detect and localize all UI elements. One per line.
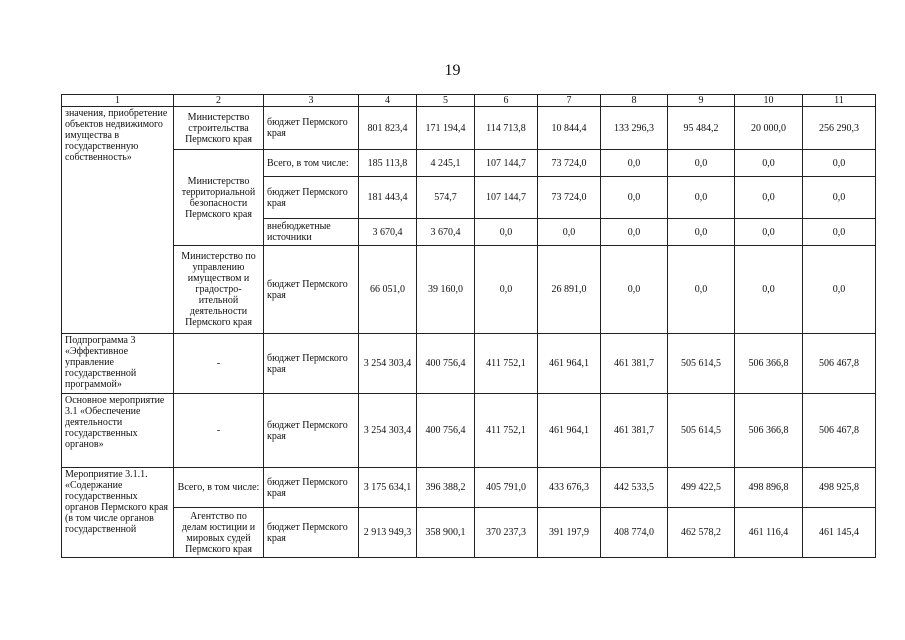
value-cell: 0,0 bbox=[538, 219, 601, 246]
value-cell: 498 925,8 bbox=[803, 468, 876, 508]
value-cell: 442 533,5 bbox=[601, 468, 668, 508]
value-cell: 574,7 bbox=[417, 177, 475, 219]
value-cell: 358 900,1 bbox=[417, 508, 475, 558]
value-cell: 181 443,4 bbox=[359, 177, 417, 219]
value-cell: 461 381,7 bbox=[601, 394, 668, 468]
source-cell: бюджет Пермского края bbox=[264, 334, 359, 394]
table-row bbox=[62, 468, 876, 508]
value-cell: 95 484,2 bbox=[668, 107, 735, 150]
source-cell: бюджет Пермского края bbox=[264, 246, 359, 334]
executor-cell: Министерство строительства Пермского края bbox=[174, 107, 264, 150]
value-cell: 10 844,4 bbox=[538, 107, 601, 150]
header-cell: 2 bbox=[174, 95, 264, 107]
source-cell: бюджет Пермского края bbox=[264, 394, 359, 468]
value-cell: 0,0 bbox=[668, 246, 735, 334]
executor-cell: - bbox=[174, 334, 264, 394]
value-cell: 185 113,8 bbox=[359, 150, 417, 177]
value-cell: 499 422,5 bbox=[668, 468, 735, 508]
table-row bbox=[62, 107, 876, 150]
table-row bbox=[62, 246, 876, 334]
header-row bbox=[62, 95, 876, 107]
table-row bbox=[62, 150, 876, 177]
value-cell: 801 823,4 bbox=[359, 107, 417, 150]
source-cell: бюджет Пермского края bbox=[264, 177, 359, 219]
value-cell: 0,0 bbox=[668, 219, 735, 246]
value-cell: 3 254 303,4 bbox=[359, 394, 417, 468]
value-cell: 0,0 bbox=[735, 219, 803, 246]
value-cell: 461 964,1 bbox=[538, 334, 601, 394]
value-cell: 73 724,0 bbox=[538, 177, 601, 219]
source-cell: бюджет Пермского края bbox=[264, 468, 359, 508]
value-cell: 107 144,7 bbox=[475, 150, 538, 177]
value-cell: 505 614,5 bbox=[668, 334, 735, 394]
value-cell: 411 752,1 bbox=[475, 394, 538, 468]
value-cell: 39 160,0 bbox=[417, 246, 475, 334]
value-cell: 0,0 bbox=[601, 150, 668, 177]
value-cell: 0,0 bbox=[803, 246, 876, 334]
header-cell: 6 bbox=[475, 95, 538, 107]
source-cell: внебюджетные источники bbox=[264, 219, 359, 246]
executor-cell: Министерство территориальной безопасности Пермского края bbox=[174, 150, 264, 246]
value-cell: 506 467,8 bbox=[803, 334, 876, 394]
value-cell: 0,0 bbox=[601, 246, 668, 334]
financing-table bbox=[61, 94, 876, 558]
value-cell: 3 254 303,4 bbox=[359, 334, 417, 394]
value-cell: 114 713,8 bbox=[475, 107, 538, 150]
value-cell: 0,0 bbox=[601, 177, 668, 219]
page-number: 19 bbox=[444, 62, 461, 79]
value-cell: 0,0 bbox=[735, 177, 803, 219]
value-cell: 0,0 bbox=[668, 150, 735, 177]
value-cell: 433 676,3 bbox=[538, 468, 601, 508]
value-cell: 4 245,1 bbox=[417, 150, 475, 177]
program-cell: Подпрограмма 3 «Эффективное управление государственной программой» bbox=[62, 334, 174, 394]
value-cell: 506 366,8 bbox=[735, 394, 803, 468]
source-cell: Всего, в том числе: bbox=[264, 150, 359, 177]
value-cell: 505 614,5 bbox=[668, 394, 735, 468]
value-cell: 400 756,4 bbox=[417, 334, 475, 394]
header-cell: 11 bbox=[803, 95, 876, 107]
source-cell: бюджет Пермского края bbox=[264, 107, 359, 150]
header-cell: 10 bbox=[735, 95, 803, 107]
value-cell: 498 896,8 bbox=[735, 468, 803, 508]
value-cell: 66 051,0 bbox=[359, 246, 417, 334]
value-cell: 370 237,3 bbox=[475, 508, 538, 558]
value-cell: 2 913 949,3 bbox=[359, 508, 417, 558]
program-cell: значения, приобретение объектов недвижимого имущества в государственную собственность» bbox=[62, 107, 174, 334]
value-cell: 0,0 bbox=[475, 219, 538, 246]
value-cell: 461 964,1 bbox=[538, 394, 601, 468]
header-cell: 4 bbox=[359, 95, 417, 107]
value-cell: 0,0 bbox=[601, 219, 668, 246]
value-cell: 0,0 bbox=[803, 219, 876, 246]
header-cell: 3 bbox=[264, 95, 359, 107]
value-cell: 0,0 bbox=[735, 246, 803, 334]
header-cell: 8 bbox=[601, 95, 668, 107]
value-cell: 411 752,1 bbox=[475, 334, 538, 394]
table-row bbox=[62, 334, 876, 394]
table-row bbox=[62, 394, 876, 468]
value-cell: 462 578,2 bbox=[668, 508, 735, 558]
header-cell: 7 bbox=[538, 95, 601, 107]
header-cell: 5 bbox=[417, 95, 475, 107]
value-cell: 3 670,4 bbox=[359, 219, 417, 246]
value-cell: 0,0 bbox=[735, 150, 803, 177]
value-cell: 405 791,0 bbox=[475, 468, 538, 508]
value-cell: 396 388,2 bbox=[417, 468, 475, 508]
value-cell: 391 197,9 bbox=[538, 508, 601, 558]
value-cell: 107 144,7 bbox=[475, 177, 538, 219]
value-cell: 3 670,4 bbox=[417, 219, 475, 246]
source-cell: бюджет Пермского края bbox=[264, 508, 359, 558]
value-cell: 461 145,4 bbox=[803, 508, 876, 558]
header-cell: 9 bbox=[668, 95, 735, 107]
executor-cell: Министерство по управлению имуществом и градостро-ительной деятельности Пермского края bbox=[174, 246, 264, 334]
executor-cell: - bbox=[174, 394, 264, 468]
value-cell: 408 774,0 bbox=[601, 508, 668, 558]
program-cell: Основное мероприятие 3.1 «Обеспечение деятельности государственных органов» bbox=[62, 394, 174, 468]
value-cell: 26 891,0 bbox=[538, 246, 601, 334]
value-cell: 506 366,8 bbox=[735, 334, 803, 394]
value-cell: 20 000,0 bbox=[735, 107, 803, 150]
value-cell: 171 194,4 bbox=[417, 107, 475, 150]
value-cell: 3 175 634,1 bbox=[359, 468, 417, 508]
value-cell: 73 724,0 bbox=[538, 150, 601, 177]
value-cell: 506 467,8 bbox=[803, 394, 876, 468]
table-row bbox=[62, 508, 876, 558]
header-cell: 1 bbox=[62, 95, 174, 107]
program-cell: Мероприятие 3.1.1. «Содержание государственных органов Пермского края (в том числе органов государственной bbox=[62, 468, 174, 558]
value-cell: 400 756,4 bbox=[417, 394, 475, 468]
value-cell: 0,0 bbox=[668, 177, 735, 219]
executor-cell: Всего, в том числе: bbox=[174, 468, 264, 508]
value-cell: 256 290,3 bbox=[803, 107, 876, 150]
value-cell: 0,0 bbox=[803, 150, 876, 177]
value-cell: 461 381,7 bbox=[601, 334, 668, 394]
value-cell: 0,0 bbox=[475, 246, 538, 334]
value-cell: 0,0 bbox=[803, 177, 876, 219]
executor-cell: Агентство по делам юстиции и мировых судей Пермского края bbox=[174, 508, 264, 558]
value-cell: 461 116,4 bbox=[735, 508, 803, 558]
value-cell: 133 296,3 bbox=[601, 107, 668, 150]
